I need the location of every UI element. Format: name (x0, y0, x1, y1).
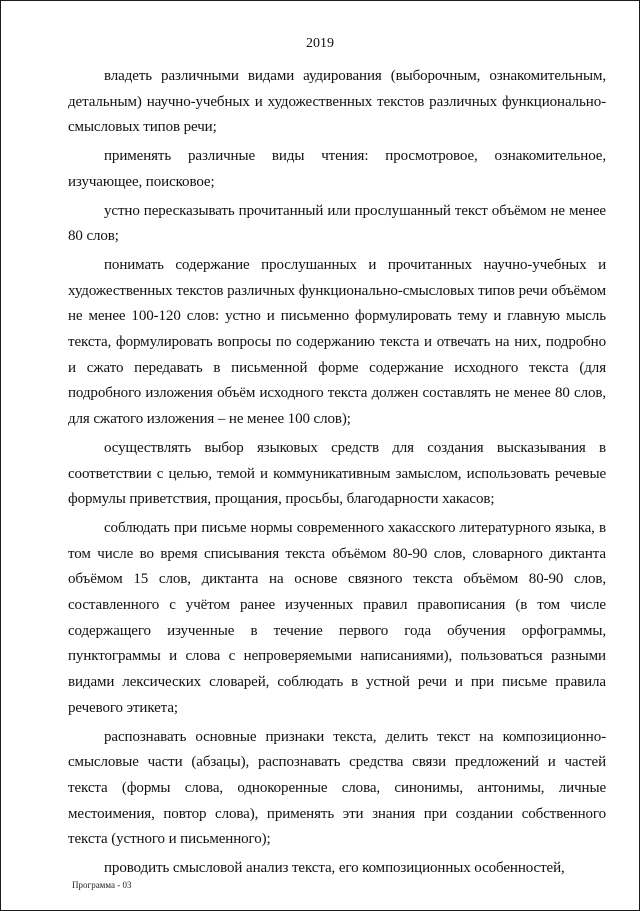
paragraph: применять различные виды чтения: просмотровое, ознакомительное, изучающее, поисковое; (68, 148, 606, 190)
document-body (68, 64, 606, 885)
paragraph: осуществлять выбор языковых средств для создания высказывания в соответствии с целью, темой и коммуникативным замыслом, использовать речевые формулы приветствия, прощания, просьбы, благодарности хакасов; (68, 439, 606, 508)
paragraph: понимать содержание прослушанных и прочитанных научно-учебных и художественных текстов различных функционально-смысловых типов речи объёмом не менее 100-120 слов: устно и письменно формулировать тему и главную мысль текста, формулировать вопросы по содержанию текста и отвечать на них, подробно и сжато передавать в письменной форме содержание исходного текста (для подробного изложения объём исходного текста должен составлять не менее 80 слов, для сжатого изложения – не менее 100 слов); (68, 256, 606, 428)
paragraph: владеть различными видами аудирования (выборочным, ознакомительным, детальным) научно-учебных и художественных текстов различных функционально-смысловых типов речи; (68, 68, 606, 136)
page-number: 2019 (306, 36, 334, 51)
paragraph: распознавать основные признаки текста, делить текст на композиционно-смысловые части (абзацы), распознавать средства связи предложений и частей текста (формы слова, однокоренные слова, синонимы, антонимы, личные местоимения, повтор слова), применять эти знания при создании собственного текста (устного и письменного); (68, 728, 606, 848)
footer-label: Программа - 03 (72, 880, 132, 890)
paragraph: проводить смысловой анализ текста, его композиционных особенностей, (104, 860, 565, 877)
paragraph: устно пересказывать прочитанный или прослушанный текст объёмом не менее 80 слов; (68, 202, 606, 245)
paragraph: соблюдать при письме нормы современного хакасского литературного языка, в том числе во время списывания текста объёмом 80-90 слов, словарного диктанта объёмом 15 слов, диктанта на основе связного текста объёмом 80-90 слов, составленного с учётом ранее изученных правил правописания (в том числе содержащего изученные в течение первого года обучения орфограммы, пунктограммы и слова с непроверяемыми написаниями), пользоваться разными видами лексических словарей, соблюдать в устной речи и при письме правила речевого этикета; (68, 519, 606, 716)
